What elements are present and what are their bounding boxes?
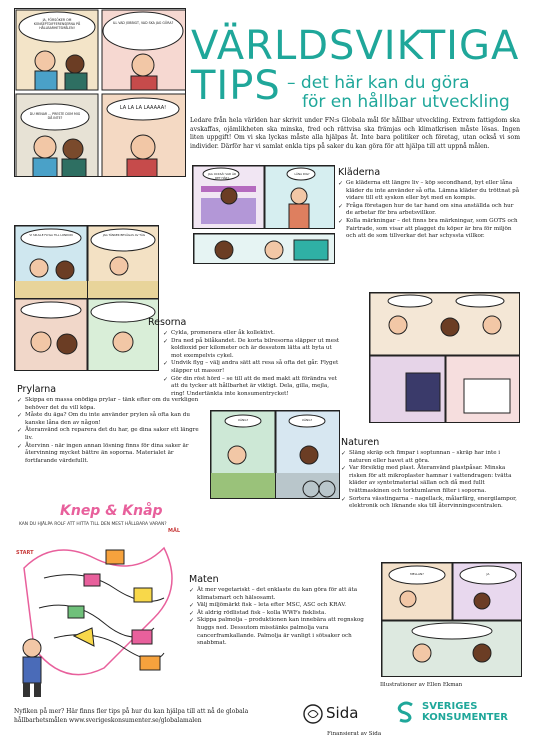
maten-item: ✓ Ät mer vegetariskt – det enklaste du kan göra för att äta klimatsmart och hälsosamt. xyxy=(189,587,371,602)
sk-logo-icon xyxy=(396,701,416,723)
naturen-item: ✓ Var försiktig med plast. Återanvänd plastpåsar. Minska risken för att mikroplaster hamnar i vattendragen: tvätta kläder av syntetmaterial sällan och då med fullt tvättmaskinen och torktumlaren filter i soporna. xyxy=(341,465,521,495)
intro-comic xyxy=(14,8,186,177)
sida-logo-icon xyxy=(302,703,324,725)
section-heading-naturen: Naturen xyxy=(341,437,380,448)
speech-bubble-3: DU MENAR ... PRESTE DOM MIG DÅ INTE? xyxy=(29,112,81,120)
food-comic xyxy=(381,562,522,677)
speech-bubble-4: LA LA LA LAAAAA! xyxy=(119,105,167,111)
knep-title: Knep & Knåp xyxy=(60,503,163,519)
maze-art xyxy=(14,528,186,698)
resorna-item: ✓ Dra ned på bilåkandet. De korta bilresorna släpper ut mest koldioxid per kilometer och är dessutom lätta att byta ut mot exempelvis cykel. xyxy=(163,338,341,361)
maten-list xyxy=(189,587,371,648)
page-subtitle-2: för en hållbar utveckling xyxy=(302,92,510,112)
nature-comic xyxy=(210,410,340,499)
maze-goal-label: MÅL xyxy=(168,528,181,534)
clothes-comic-2-art xyxy=(194,234,335,264)
naturen-list xyxy=(341,450,521,511)
nature-comic-art xyxy=(211,411,340,499)
resorna-list xyxy=(163,330,341,398)
prylarna-list xyxy=(17,397,207,465)
kladerna-item: ✓ Kolla märkningar – det finns bra märkningar, som GOTS och Fairtrade, som visar att plagget du köper är bra för miljön och att de som tillverkar det har schyssta villkor. xyxy=(338,218,520,241)
naturen-item: ✓ Sortera vässtingarna – nagellack, målarfärg, energilampor, elektronik och liknande ska till återvinningscentralen. xyxy=(341,496,521,511)
travel-speech-1: VI SKULLE FLYGA TILL LONDON xyxy=(29,233,73,237)
clothes-speech-2: LÅNA DIG? xyxy=(294,172,310,176)
maten-item: ✓ Välj miljömärkt fisk – leta efter MSC, ASC och KRAV. xyxy=(189,602,371,610)
prylarna-item: ✓ Skippa en massa onödiga prylar – tänk efter om du verkligen behöver det du vill köpa. xyxy=(17,397,207,412)
clothes-comic xyxy=(192,165,335,229)
resorna-item: ✓ Undvik flyg – välj andra sätt att resa så ofta det går. Flyget släpper ut massor! xyxy=(163,360,341,375)
intro-paragraph: Ledare från hela världen har skrivit under FN:s Globala mål för hållbar utveckling. Extrem fattigdom ska avskaffas, ojämlikheten ska minska, fred och rättvisa ska främjas och klimatkrisen måste lösas. Ingen liten uppgift! Om vi ska lyckas måste alla hjälpas åt. Inte bara politiker och företag, utan också vi som individer. Därför har vi samlat enkla tips på saker du kan göra för att hjälpa till att uppnå målen. xyxy=(190,117,520,150)
clothes-comic-2 xyxy=(193,233,335,264)
clothes-speech-1: JAG OCKSÅ! VAD ÄR DET HÄR? xyxy=(208,172,236,180)
nature-speech-1: UÄNG? xyxy=(237,418,249,422)
travel-comic xyxy=(14,225,159,371)
maten-item: ✓ Ät aldrig rödlistad fisk – kolla WWFs fisklista. xyxy=(189,610,371,618)
resorna-item: ✓ Cykla, promenera eller åk kollektivt. xyxy=(163,330,341,338)
prylarna-item: ✓ Återvinn - när ingen annan lösning finns för dina saker är återvinning mycket bättre än soporna. Materialet är fortfarande värdefullt. xyxy=(17,443,207,466)
naturen-item: ✓ Släng skräp och fimpar i soptunnan – skräp har inte i naturen eller havet att göra. xyxy=(341,450,521,465)
section-heading-resorna: Resorna xyxy=(148,317,187,328)
travel-speech-2: JAG TÄNKER BEVÅGAS AV TÅG xyxy=(102,233,146,237)
sida-logo xyxy=(300,703,380,729)
food-speech-1: MELLAN? xyxy=(410,572,424,576)
store-comic xyxy=(369,292,520,423)
page-title: VÄRLDSVIKTIGA xyxy=(191,23,520,69)
resorna-item: ✓ Gör din röst hörd – se till att de med makt att förändra vet att du tycker att hållbarhet är viktigt. Dela, gilla, mejla, ring! Undertänkta inte konsumentrycket! xyxy=(163,376,341,399)
nature-speech-2: UÄNG? xyxy=(301,418,313,422)
kladerna-item: ✓ Ge kläderna ett längre liv – köp secondhand, byt eller låna kläder du inte använder så ofta. Lämna kläder du tröttnat på vidare till ett syskon eller byt med en kompis. xyxy=(338,180,520,203)
sk-logo-line1: SVERIGES xyxy=(422,701,478,712)
section-heading-kladerna: Kläderna xyxy=(338,167,381,178)
speech-bubble-2: ILL VAD JOBBIGT, VAD SKA JAG GÖRA? xyxy=(112,21,174,25)
illustrator-credit: Illustrationer av Ellen Ekman xyxy=(380,682,463,688)
kladerna-item: ✓ Fråga företagen hur de tar hand om sina anställda och hur de arbetar för bra arbetsvillkor. xyxy=(338,203,520,218)
speech-bubble-1: JA, FÖRSÖKER OM KONSEPTDIFFERENSERNA PÅ HÅLLBARHETSMÅLEN! xyxy=(33,18,81,30)
section-heading-maten: Maten xyxy=(189,574,219,585)
food-speech-2: JA xyxy=(486,572,490,576)
travel-comic-art xyxy=(15,226,159,371)
sida-logo-text: Sida xyxy=(326,704,359,722)
food-comic-art xyxy=(382,563,522,677)
page-subtitle-1: – det här kan du göra xyxy=(287,73,470,93)
knep-subtitle: KAN DU HJÄLPA ROLF ATT HITTA TILL DEN MEST HÅLLBARA VARAN? xyxy=(19,522,167,527)
kladerna-list xyxy=(338,180,520,241)
prylarna-item: ✓ Måste du äga? Om du inte använder prylen så ofta kan du kanske låna den av någon! xyxy=(17,412,207,427)
section-heading-prylarna: Prylarna xyxy=(17,384,57,395)
sveriges-konsumenter-logo xyxy=(396,701,524,727)
footer-text: Nyfiken på mer? Här finns fler tips på hur du kan hjälpa till att nå de globala hållbarhetsmålen www.sverigeskonsumenter.se/globalamalen xyxy=(14,708,249,724)
sida-funding-note: Finansierat av Sida xyxy=(327,731,382,737)
prylarna-item: ✓ Återanvänd och reparera det du har, ge dina saker ett längre liv. xyxy=(17,427,207,442)
maze-start-label: START xyxy=(16,550,34,556)
intro-comic-art xyxy=(15,9,186,177)
maten-item: ✓ Skippa palmolja – produktionen kan innebära att regnskog huggs ned. Dessutom misstänks palmolja vara cancerframkallande. Palmolja är vanligt i sötsaker och snabbmat. xyxy=(189,617,371,647)
maze-puzzle xyxy=(14,528,186,698)
sk-logo-line2: KONSUMENTER xyxy=(422,712,508,723)
page-title-tips: TIPS xyxy=(191,63,281,109)
store-comic-art xyxy=(370,293,520,423)
